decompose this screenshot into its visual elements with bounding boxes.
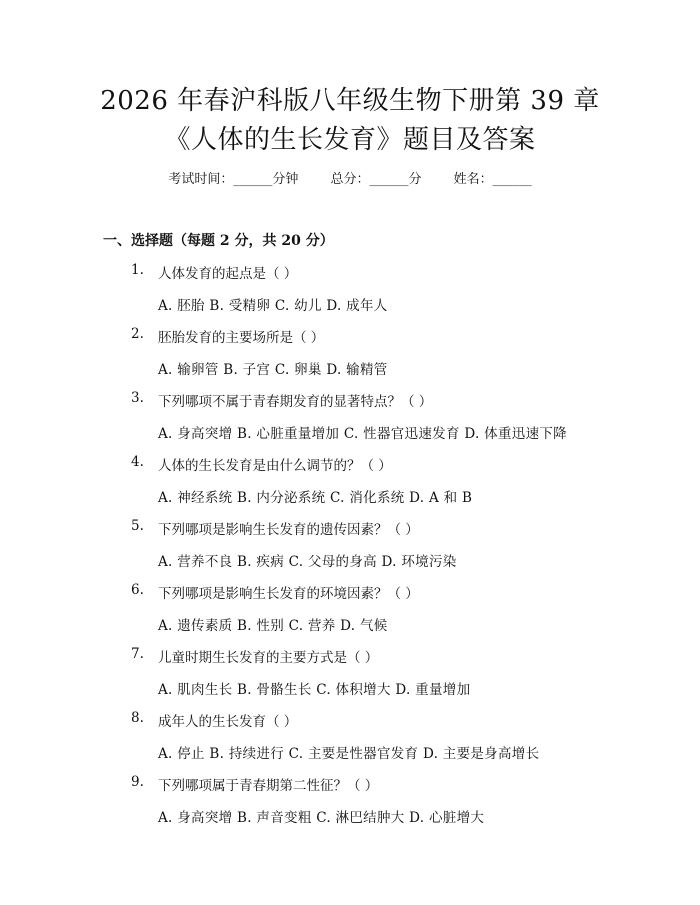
document-title-line2: 《人体的生长发育》题目及答案 xyxy=(164,125,536,155)
question-options: A. 营养不良 B. 疾病 C. 父母的身高 D. 环境污染 xyxy=(158,554,457,570)
question-stem: 人体的生长发育是由什么调节的？（ ） xyxy=(158,458,392,474)
question-stem: 下列哪项不属于青春期发育的显著特点？（ ） xyxy=(158,394,433,410)
section-heading: 一、选择题（每题 2 分，共 20 分） xyxy=(103,233,334,249)
document-title-line1: 2026 年春沪科版八年级生物下册第 39 章 xyxy=(100,86,600,116)
exam-time-field: 考试时间：______分钟 xyxy=(168,172,299,187)
question-stem: 胚胎发育的主要场所是（ ） xyxy=(158,330,325,346)
student-name-field: 姓名：______ xyxy=(453,172,532,187)
question-number: 1. xyxy=(131,262,144,278)
question-options: A. 身高突增 B. 心脏重量增加 C. 性器官迅速发育 D. 体重迅速下降 xyxy=(158,426,567,442)
question-number: 9. xyxy=(131,774,144,790)
question-options: A. 遗传素质 B. 性别 C. 营养 D. 气候 xyxy=(158,618,388,634)
question-stem: 儿童时期生长发育的主要方式是（ ） xyxy=(158,650,379,666)
question-options: A. 神经系统 B. 内分泌系统 C. 消化系统 D. A 和 B xyxy=(158,490,473,506)
question-options: A. 肌肉生长 B. 骨骼生长 C. 体积增大 D. 重量增加 xyxy=(158,682,471,698)
question-number: 5. xyxy=(131,518,144,534)
question-number: 2. xyxy=(131,326,144,342)
question-options: A. 胚胎 B. 受精卵 C. 幼儿 D. 成年人 xyxy=(158,298,388,314)
question-number: 3. xyxy=(131,390,144,406)
question-number: 8. xyxy=(131,710,144,726)
question-stem: 下列哪项是影响生长发育的遗传因素？（ ） xyxy=(158,522,419,538)
question-stem: 成年人的生长发育（ ） xyxy=(158,714,298,730)
question-options: A. 身高突增 B. 声音变粗 C. 淋巴结肿大 D. 心脏增大 xyxy=(158,810,485,826)
question-number: 6. xyxy=(131,582,144,598)
question-options: A. 停止 B. 持续进行 C. 主要是性器官发育 D. 主要是身高增长 xyxy=(158,746,540,762)
total-score-field: 总分：______分 xyxy=(330,172,422,187)
question-stem: 下列哪项属于青春期第二性征？（ ） xyxy=(158,778,379,794)
question-stem: 人体发育的起点是（ ） xyxy=(158,266,298,282)
question-options: A. 输卵管 B. 子宫 C. 卵巢 D. 输精管 xyxy=(158,362,388,378)
question-number: 7. xyxy=(131,646,144,662)
exam-meta xyxy=(0,168,700,187)
question-stem: 下列哪项是影响生长发育的环境因素？（ ） xyxy=(158,586,419,602)
question-number: 4. xyxy=(131,454,144,470)
